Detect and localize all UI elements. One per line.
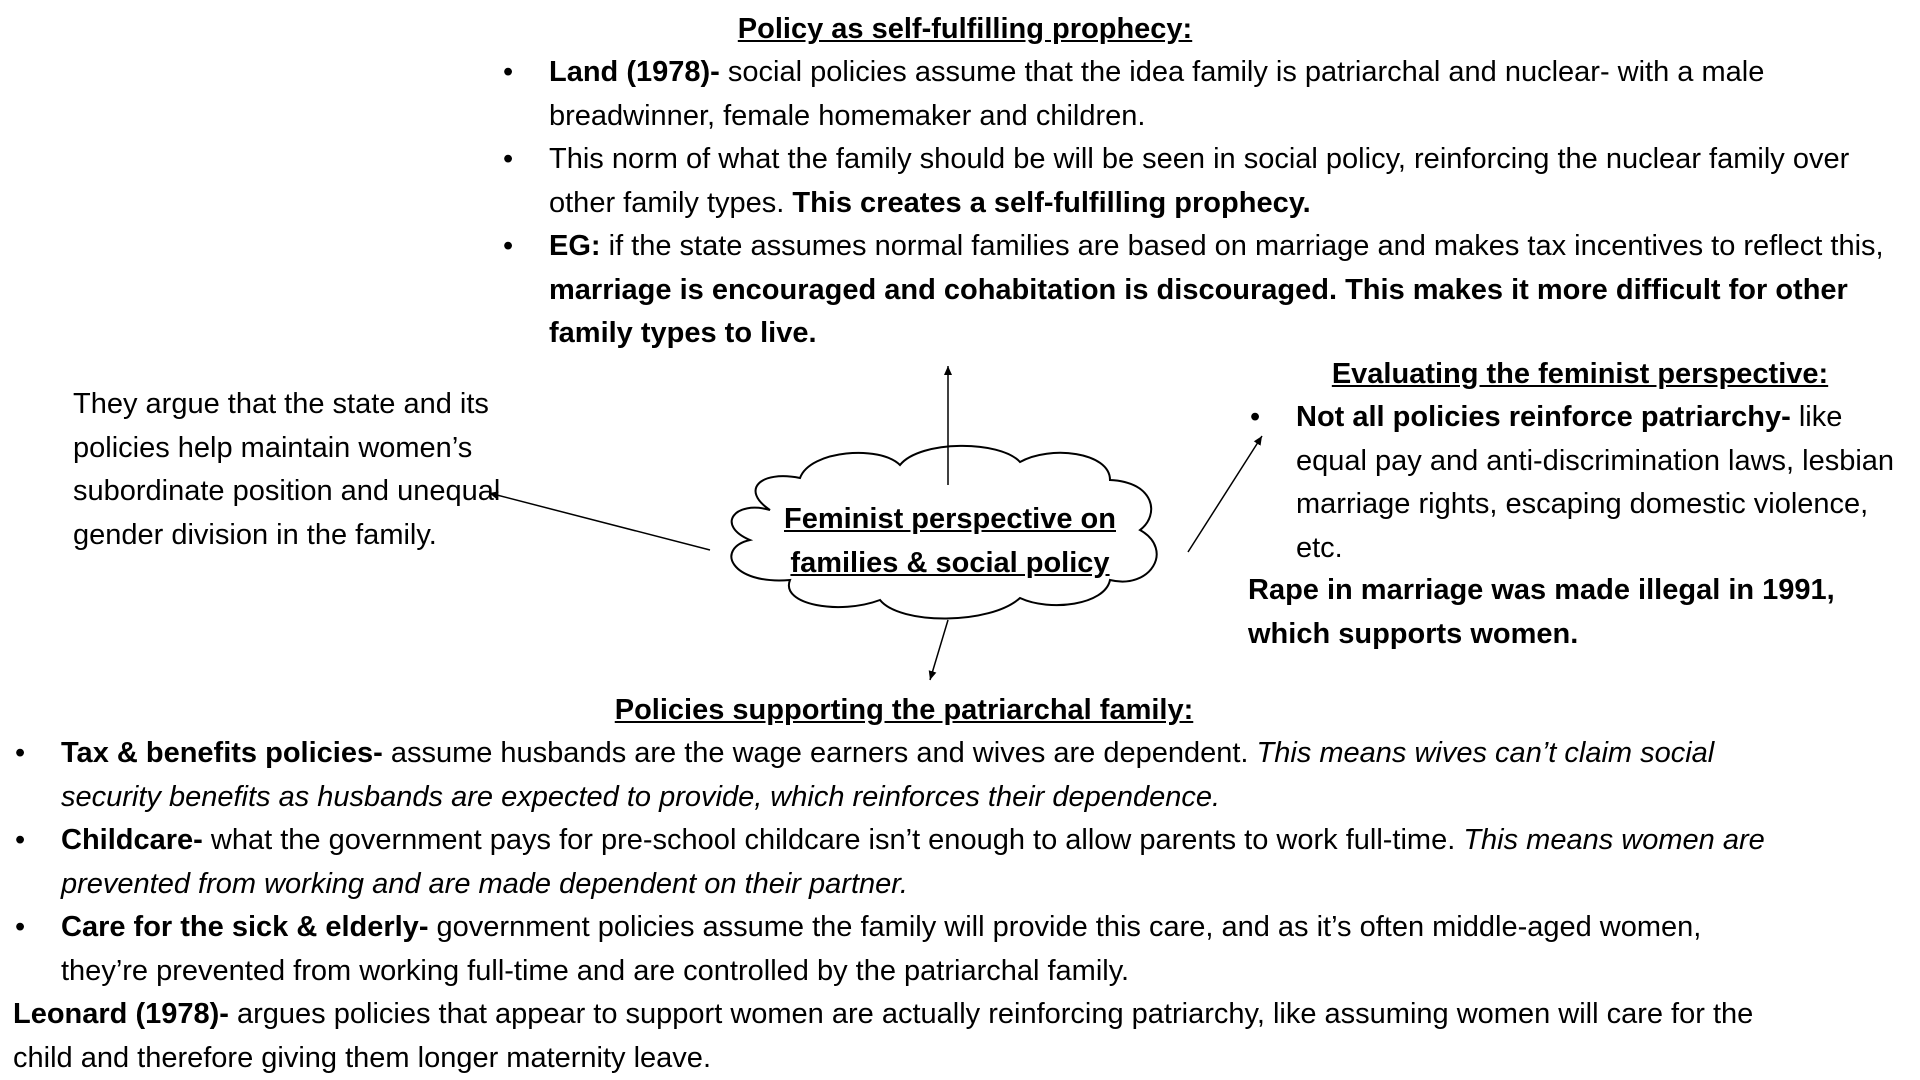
list-item [501, 51, 1901, 138]
left-section [73, 383, 573, 557]
bottom-item-2-text: what the government pays for pre-school childcare isn’t enough to allow parents to work full-time. [202, 824, 1464, 856]
bottom-footer [13, 993, 1793, 1080]
top-item-1-bold: Land (1978)- [549, 56, 720, 88]
list-item [13, 819, 1773, 906]
right-item-bold: Not all policies reinforce patriarchy- [1296, 401, 1791, 433]
top-item-3-bold: EG: [549, 230, 601, 262]
top-item-2-text: This norm of what the family should be will be seen in social policy, reinforcing the nuclear family over other family types. [549, 143, 1850, 219]
bottom-item-1-bold: Tax & benefits policies- [61, 737, 383, 769]
bottom-item-2-bold: Childcare- [61, 824, 203, 856]
right-item-text: like equal pay and anti-discrimination laws, lesbian marriage rights, escaping domestic violence, etc. [1296, 401, 1895, 564]
bottom-footer-text: argues policies that appear to support women are actually reinforcing patriarchy, like assuming women will care for the child and therefore giving them longer maternity leave. [13, 998, 1754, 1074]
center-title-line-1: Feminist perspective on [784, 503, 1116, 535]
bottom-item-2-italic: This means women are prevented from working and are made dependent on their partner. [61, 824, 1765, 900]
top-item-1-text: social policies assume that the idea family is patriarchal and nuclear- with a male breadwinner, female homemaker and children. [549, 56, 1765, 132]
top-item-3-text: if the state assumes normal families are based on marriage and makes tax incentives to reflect this, [600, 230, 1884, 262]
top-bullet-list [501, 51, 1901, 356]
right-footer: Rape in marriage was made illegal in 1991, which supports women. [1248, 574, 1835, 650]
list-item [13, 732, 1773, 819]
arrow-to-bottom [930, 620, 948, 680]
bottom-bullet-list [13, 732, 1773, 993]
bottom-item-1-italic: This means wives can’t claim social security benefits as husbands are expected to provide, which reinforces their dependence. [61, 737, 1715, 813]
center-title-line-2: families & social policy [790, 546, 1110, 579]
bottom-footer-bold: Leonard (1978)- [13, 998, 229, 1030]
top-item-3-bold-end: marriage is encouraged and cohabitation is discouraged. This makes it more difficult for other family types to live. [549, 273, 1848, 349]
bottom-item-3-bold: Care for the sick & elderly- [61, 911, 429, 943]
top-item-2-bold: This creates a self-fulfilling prophecy. [792, 186, 1311, 219]
list-item [501, 225, 1901, 356]
bottom-item-3-text: government policies assume the family will provide this care, and as it’s often middle-aged women, they’re prevented from working full-time and are controlled by the patriarchal family. [61, 911, 1702, 987]
left-text: They argue that the state and its policies help maintain women’s subordinate position and unequal gender division in the family. [73, 388, 501, 551]
list-item [13, 906, 1773, 993]
center-title [740, 498, 1160, 585]
bottom-item-1-text: assume husbands are the wage earners and wives are dependent. [382, 737, 1257, 769]
list-item [1248, 396, 1920, 570]
right-bullet-list [1248, 396, 1920, 570]
list-item [501, 138, 1901, 225]
